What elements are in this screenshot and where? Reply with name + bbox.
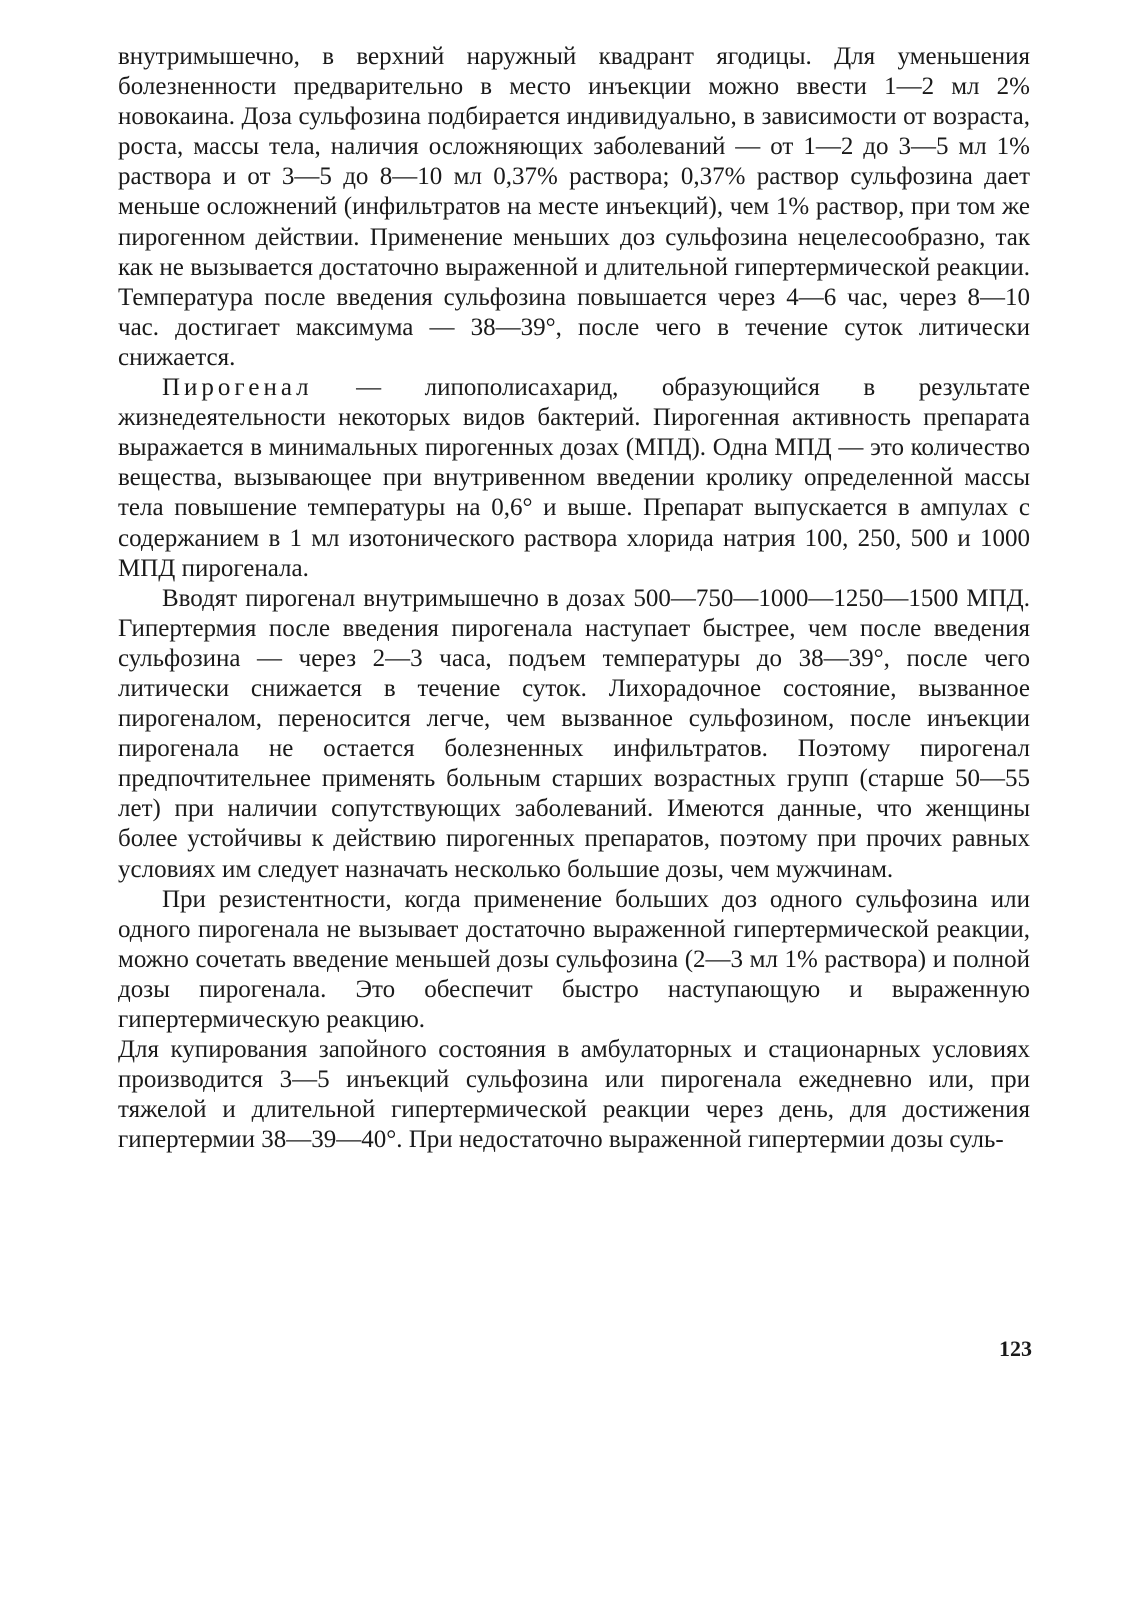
paragraph-sulfozin-dosage: внутримышечно, в верхний наружный квадрант ягодицы. Для уменьшения болезненности предварительно в место инъекции можно ввести 1—2 мл 2% новокаина. Доза сульфозина подбирается индивидуально, в зависимости от возраста, роста, массы тела, наличия осложняющих заболеваний — от 1—2 до 3—5 мл 1% раствора и от 3—5 до 8—10 мл 0,37% раствора; 0,37% раствор сульфозина дает меньше осложнений (инфильтратов на месте инъекций), чем 1% раствор, при том же пирогенном действии. Применение меньших доз сульфозина нецелесообразно, так как не вызывается достаточно выраженной и длительной гипертермической реакции. Температура после введения сульфозина повышается через 4—6 час, через 8—10 час. достигает максимума — 38—39°, после чего в течение суток литически снижается.	[118, 43, 1030, 371]
paragraph-resistance: При резистентности, когда применение больших доз одного сульфозина или одного пирогенала не вызывает достаточно выраженной гипертермической реакции, можно сочетать введение меньшей дозы сульфозина (2—3 мл 1% раствора) и полной дозы пирогенала. Это обеспечит быстро наступающую и выраженную гипертермическую реакцию.	[118, 885, 1030, 1033]
page-number: 123	[999, 1336, 1032, 1361]
paragraph-pyrogenal-definition	[118, 373, 1030, 584]
paragraph-pyrogenal-text: — липополисахарид, образующийся в результате жизнедеятельности некоторых видов бактерий. Пирогенная активность препарата выражается в минимальных пирогенных дозах (МПД). Одна МПД — это количество вещества, вызывающее при внутривенном введении кролику определенной массы тела повышение температуры на 0,6° и выше. Препарат выпускается в ампулах с содержанием в 1 мл изотонического раствора хлорида натрия 100, 250, 500 и 1000 МПД пирогенала.	[118, 374, 1030, 582]
paragraph-pyrogenal-administration: Вводят пирогенал внутримышечно в дозах 500—750—1000—1250—1500 МПД. Гипертермия после введения пирогенала наступает быстрее, чем после введения сульфозина — через 2—3 часа, подъем температуры до 38—39°, после чего литически снижается в течение суток. Лихорадочное состояние, вызванное пирогеналом, переносится легче, чем вызванное сульфозином, после инъекции пирогенала не остается болезненных инфильтратов. Поэтому пирогенал предпочтительнее применять больным старших возрастных групп (старше 50—55 лет) при наличии сопутствующих заболеваний. Имеются данные, что женщины более устойчивы к действию пирогенных препаратов, поэтому при прочих равных условиях им следует назначать несколько большие дозы, чем мужчинам.	[118, 584, 1030, 883]
page-body	[118, 42, 1030, 1155]
term-pyrogenal: Пирогенал	[162, 374, 313, 402]
paragraph-binge-treatment: Для купирования запойного состояния в амбулаторных и стационарных условиях производится 3—5 инъекций сульфозина или пирогенала ежедневно или, при тяжелой и длительной гипертермической реакции через день, для достижения гипертермии 38—39—40°. При недостаточно выраженной гипертермии дозы суль-	[118, 1036, 1030, 1154]
